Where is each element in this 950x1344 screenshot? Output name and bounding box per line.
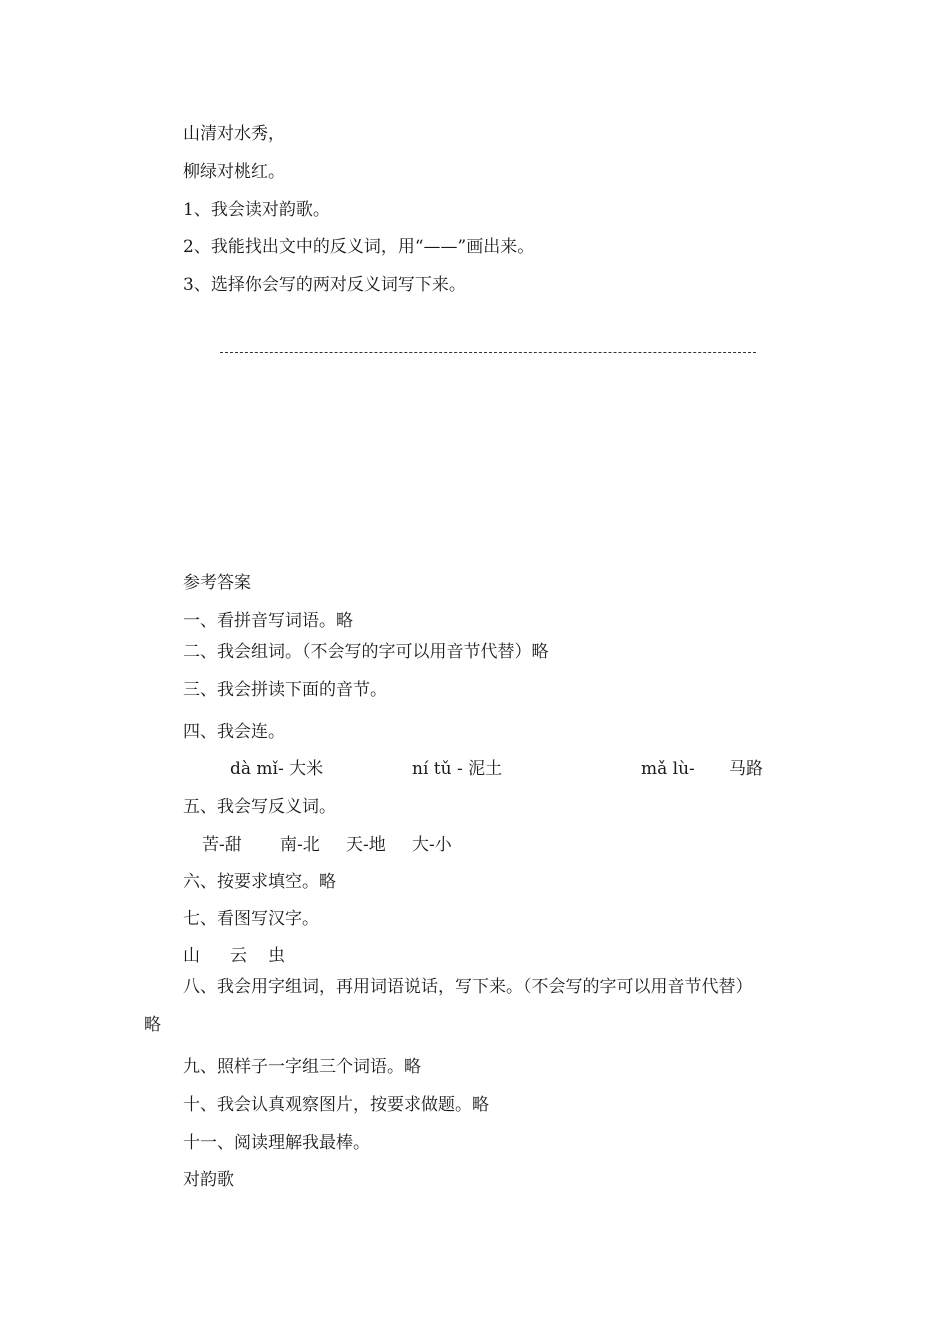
answer-key-title: 参考答案 — [183, 573, 251, 593]
char-1: 山 — [183, 946, 200, 966]
match-pair-3-pinyin: mǎ lù- — [641, 759, 695, 779]
answer-10: 十、我会认真观察图片，按要求做题。略 — [183, 1095, 489, 1115]
answer-8-tail: 略 — [144, 1015, 161, 1035]
answer-3: 三、我会拼读下面的音节。 — [183, 680, 387, 700]
answer-4: 四、我会连。 — [183, 722, 285, 742]
answer-1: 一、看拼音写词语。略 — [183, 611, 353, 631]
char-2: 云 — [230, 946, 247, 966]
match-pair-1: dà mǐ- 大米 — [230, 759, 324, 779]
answer-5: 五、我会写反义词。 — [183, 797, 336, 817]
answer-7: 七、看图写汉字。 — [183, 909, 319, 929]
question-3: 3、选择你会写的两对反义词写下来。 — [183, 275, 466, 295]
question-1: 1、我会读对韵歌。 — [183, 200, 330, 220]
question-2: 2、我能找出文中的反义词，用“——”画出来。 — [183, 237, 535, 257]
answer-8: 八、我会用字组词，再用词语说话，写下来。（不会写的字可以用音节代替） — [183, 977, 753, 997]
answer-blank-line — [220, 352, 756, 353]
antonym-pair-3: 天-地 — [346, 835, 386, 855]
answer-2: 二、我会组词。（不会写的字可以用音节代替）略 — [183, 642, 549, 662]
antonym-pair-2: 南-北 — [280, 835, 320, 855]
answer-11: 十一、阅读理解我最棒。 — [183, 1133, 370, 1153]
match-pair-3-word: 马路 — [729, 759, 763, 779]
answer-11-sub: 对韵歌 — [183, 1170, 234, 1190]
antonym-pair-4: 大-小 — [412, 835, 452, 855]
answer-6: 六、按要求填空。略 — [183, 872, 336, 892]
char-3: 虫 — [268, 946, 285, 966]
match-pair-2: ní tǔ - 泥土 — [412, 759, 503, 779]
antonym-pair-1: 苦-甜 — [202, 835, 242, 855]
answer-9: 九、照样子一字组三个词语。略 — [183, 1057, 421, 1077]
poem-line-2: 柳绿对桃红。 — [183, 162, 285, 182]
poem-line-1: 山清对水秀， — [183, 124, 285, 144]
